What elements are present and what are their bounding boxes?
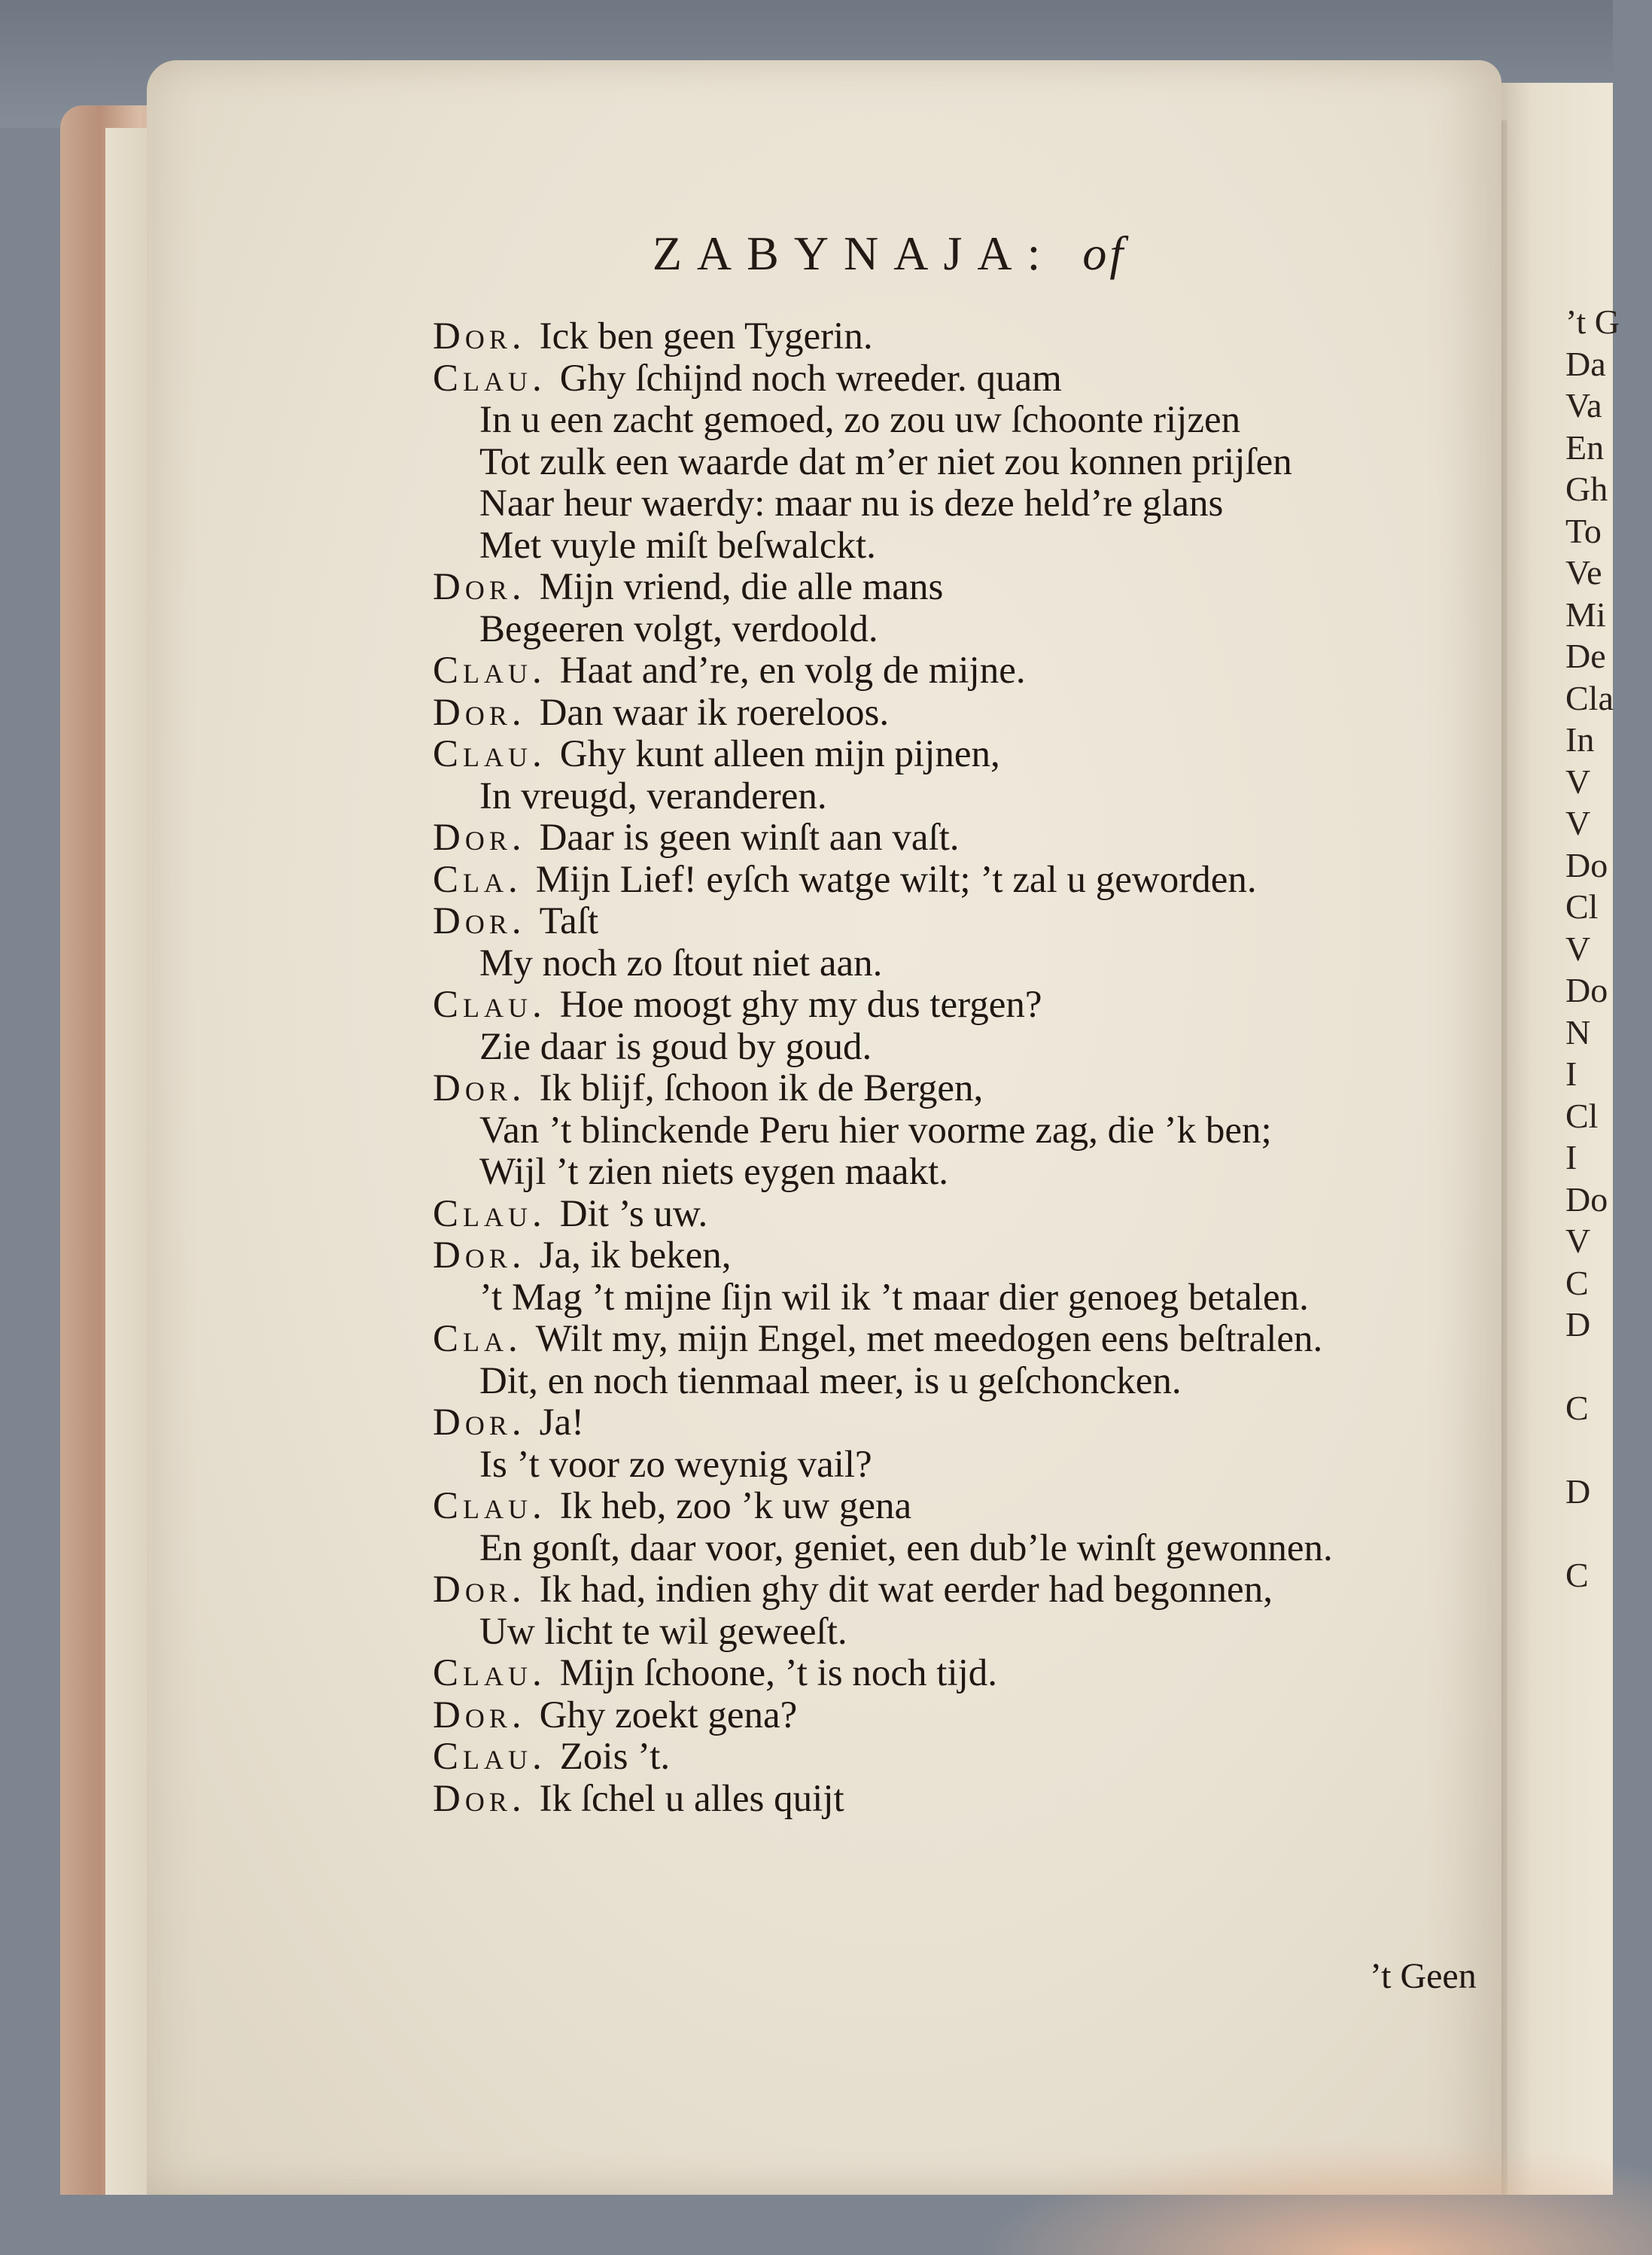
speaker-label: Dor.	[433, 315, 526, 358]
text-line	[433, 901, 1509, 943]
line-text: Ja, ik beken,	[539, 1234, 732, 1277]
speaker-label: Dor.	[433, 1067, 526, 1109]
running-head-title: ZABYNAJA:	[652, 227, 1056, 280]
speaker-label: Dor.	[433, 1401, 526, 1444]
text-line	[433, 567, 1509, 609]
text-line	[433, 650, 1509, 692]
line-text: Haat and’re, en volg de mijne.	[559, 650, 1026, 692]
line-text: Ghy zoekt gena?	[539, 1694, 798, 1736]
facing-page-fragment	[1565, 1429, 1613, 1471]
text-line	[433, 1444, 1509, 1487]
line-text: Taſt	[539, 900, 599, 942]
line-text: In vreugd, veranderen.	[479, 774, 827, 817]
text-line	[433, 483, 1509, 525]
text-line	[433, 1569, 1509, 1611]
text-line	[433, 1695, 1509, 1737]
line-text: Zois ’t.	[559, 1736, 671, 1778]
text-line	[433, 1277, 1509, 1319]
facing-page-fragment	[1565, 1346, 1613, 1388]
text-line	[433, 525, 1509, 568]
facing-page-fragment: To	[1565, 511, 1602, 550]
speaker-label: Clau.	[433, 650, 546, 692]
facing-page-fragment: I	[1565, 1138, 1577, 1176]
line-text: In u een zacht gemoed, zo zou uw ſchoonte rijzen	[479, 399, 1241, 441]
facing-page-fragment: Do	[1565, 845, 1608, 884]
dialogue-text	[433, 316, 1509, 1820]
facing-page-fragment: De	[1565, 637, 1606, 675]
facing-page-fragment: V	[1565, 929, 1591, 968]
line-text: Zie daar is goud by goud.	[479, 1025, 872, 1068]
line-text: Mijn Lief! eyſch watge wilt; ’t zal u geworden.	[535, 858, 1257, 901]
speaker-label: Dor.	[433, 1569, 526, 1611]
line-text: Ik ſchel u alles quijt	[539, 1777, 844, 1820]
line-text: Dit ’s uw.	[559, 1192, 708, 1235]
line-text: My noch zo ſtout niet aan.	[479, 942, 883, 984]
text-line	[433, 943, 1509, 985]
line-text: Dan waar ik roereloos.	[539, 691, 890, 734]
speaker-label: Cla.	[433, 858, 522, 901]
facing-page-fragment: Cl	[1565, 1096, 1599, 1135]
speaker-label: Dor.	[433, 900, 526, 942]
facing-page-fragment: D	[1565, 1305, 1591, 1344]
text-line	[433, 1486, 1509, 1528]
facing-page-fragment: Ve	[1565, 553, 1602, 592]
line-text: Ik had, indien ghy dit wat eerder had begonnen,	[539, 1569, 1273, 1611]
text-line	[433, 1736, 1509, 1779]
speaker-label: Dor.	[433, 1777, 526, 1820]
running-head-suffix: of	[1082, 227, 1127, 280]
text-line	[433, 1402, 1509, 1444]
facing-page-fragment: Gh	[1565, 470, 1608, 508]
text-line	[433, 1528, 1509, 1570]
text-line	[433, 1235, 1509, 1277]
line-text: Ghy kunt alleen mijn pijnen,	[559, 733, 1000, 775]
line-text: Daar is geen winſt aan vaſt.	[539, 817, 960, 859]
text-line	[433, 316, 1509, 358]
line-text: En gonſt, daar voor, geniet, een dub’le winſt gewonnen.	[479, 1526, 1333, 1569]
speaker-label: Cla.	[433, 1318, 522, 1360]
text-line	[433, 776, 1509, 818]
text-line	[433, 860, 1509, 902]
text-line	[433, 1110, 1509, 1152]
text-line	[433, 817, 1509, 860]
speaker-label: Clau.	[433, 1485, 546, 1527]
text-line	[433, 1653, 1509, 1695]
line-text: Wijl ’t zien niets eygen maakt.	[479, 1151, 948, 1193]
line-text: ’t Mag ’t mijne ſijn wil ik ’t maar dier genoeg betalen.	[479, 1276, 1309, 1319]
facing-page-fragment	[1565, 1513, 1613, 1555]
speaker-label: Clau.	[433, 733, 546, 775]
line-text: Mijn ſchoone, ’t is noch tijd.	[559, 1652, 998, 1694]
facing-page-fragment: En	[1565, 428, 1605, 467]
text-line	[433, 1068, 1509, 1110]
facing-page-fragment: Da	[1565, 344, 1606, 383]
facing-page-fragment: In	[1565, 720, 1595, 759]
speaker-label: Dor.	[433, 691, 526, 734]
line-text: Wilt my, mijn Engel, met meedogen eens beſtralen.	[535, 1318, 1323, 1360]
catchword: ’t Geen	[1370, 1956, 1477, 1996]
speaker-label: Clau.	[433, 1192, 546, 1235]
facing-page-fragment: V	[1565, 1222, 1591, 1260]
line-text: Tot zulk een waarde dat m’er niet zou konnen prijſen	[479, 440, 1292, 483]
facing-page-fragment: Do	[1565, 1179, 1608, 1219]
text-line	[433, 692, 1509, 735]
speaker-label: Clau.	[433, 357, 546, 400]
line-text: Met vuyle miſt beſwalckt.	[479, 524, 876, 567]
facing-page-fragment: Va	[1565, 386, 1602, 425]
facing-page-fragment: C	[1565, 1389, 1589, 1427]
facing-page-fragment: V	[1565, 804, 1591, 842]
text-line	[433, 358, 1509, 400]
text-line	[433, 984, 1509, 1027]
facing-page-text	[1565, 301, 1620, 1596]
facing-page-fragment: V	[1565, 762, 1591, 801]
line-text: Dit, en noch tienmaal meer, is u geſchoncken.	[479, 1359, 1182, 1402]
line-text: Ick ben geen Tygerin.	[539, 315, 873, 358]
line-text: Ik heb, zoo ’k uw gena	[559, 1485, 912, 1527]
facing-page-fragment: D	[1565, 1472, 1591, 1511]
speaker-label: Dor.	[433, 817, 526, 859]
line-text: Ghy ſchijnd noch wreeder. quam	[559, 357, 1062, 400]
text-line	[433, 400, 1509, 442]
text-line	[433, 1194, 1509, 1236]
text-line	[433, 1027, 1509, 1069]
speaker-label: Clau.	[433, 1736, 546, 1778]
text-line	[433, 442, 1509, 484]
line-text: Is ’t voor zo weynig vail?	[479, 1443, 872, 1486]
page-stain	[975, 2138, 1652, 2255]
line-text: Ik blijf, ſchoon ik de Bergen,	[539, 1067, 984, 1109]
facing-page-fragment: Do	[1565, 971, 1608, 1009]
line-text: Hoe moogt ghy my dus tergen?	[559, 984, 1042, 1026]
facing-page-fragment: N	[1565, 1012, 1591, 1051]
speaker-label: Clau.	[433, 1652, 546, 1694]
text-line	[433, 734, 1509, 776]
line-text: Van ’t blinckende Peru hier voorme zag, die ’k ben;	[479, 1109, 1272, 1152]
text-line	[433, 1152, 1509, 1194]
line-text: Ja!	[539, 1401, 585, 1444]
speaker-label: Dor.	[433, 566, 526, 608]
line-text: Naar heur waerdy: maar nu is deze held’re glans	[479, 482, 1224, 525]
line-text: Uw licht te wil geweeſt.	[479, 1610, 847, 1653]
text-line	[433, 1319, 1509, 1361]
text-line	[433, 1779, 1509, 1821]
facing-page-fragment: Cl	[1565, 887, 1599, 926]
facing-page-fragment: I	[1565, 1054, 1577, 1093]
speaker-label: Dor.	[433, 1694, 526, 1736]
facing-page-fragment: Cla	[1565, 678, 1614, 717]
speaker-label: Clau.	[433, 984, 546, 1026]
facing-page-fragment: Mi	[1565, 595, 1606, 634]
line-text: Mijn vriend, die alle mans	[539, 566, 944, 608]
facing-page-fragment: C	[1565, 1556, 1589, 1594]
facing-page-fragment: C	[1565, 1263, 1589, 1302]
text-line	[433, 1361, 1509, 1403]
text-line	[433, 609, 1509, 651]
running-head	[0, 226, 1613, 281]
text-line	[433, 1611, 1509, 1654]
facing-page-fragment: ’t G	[1565, 303, 1620, 341]
speaker-label: Dor.	[433, 1234, 526, 1277]
line-text: Begeeren volgt, verdoold.	[479, 607, 878, 650]
